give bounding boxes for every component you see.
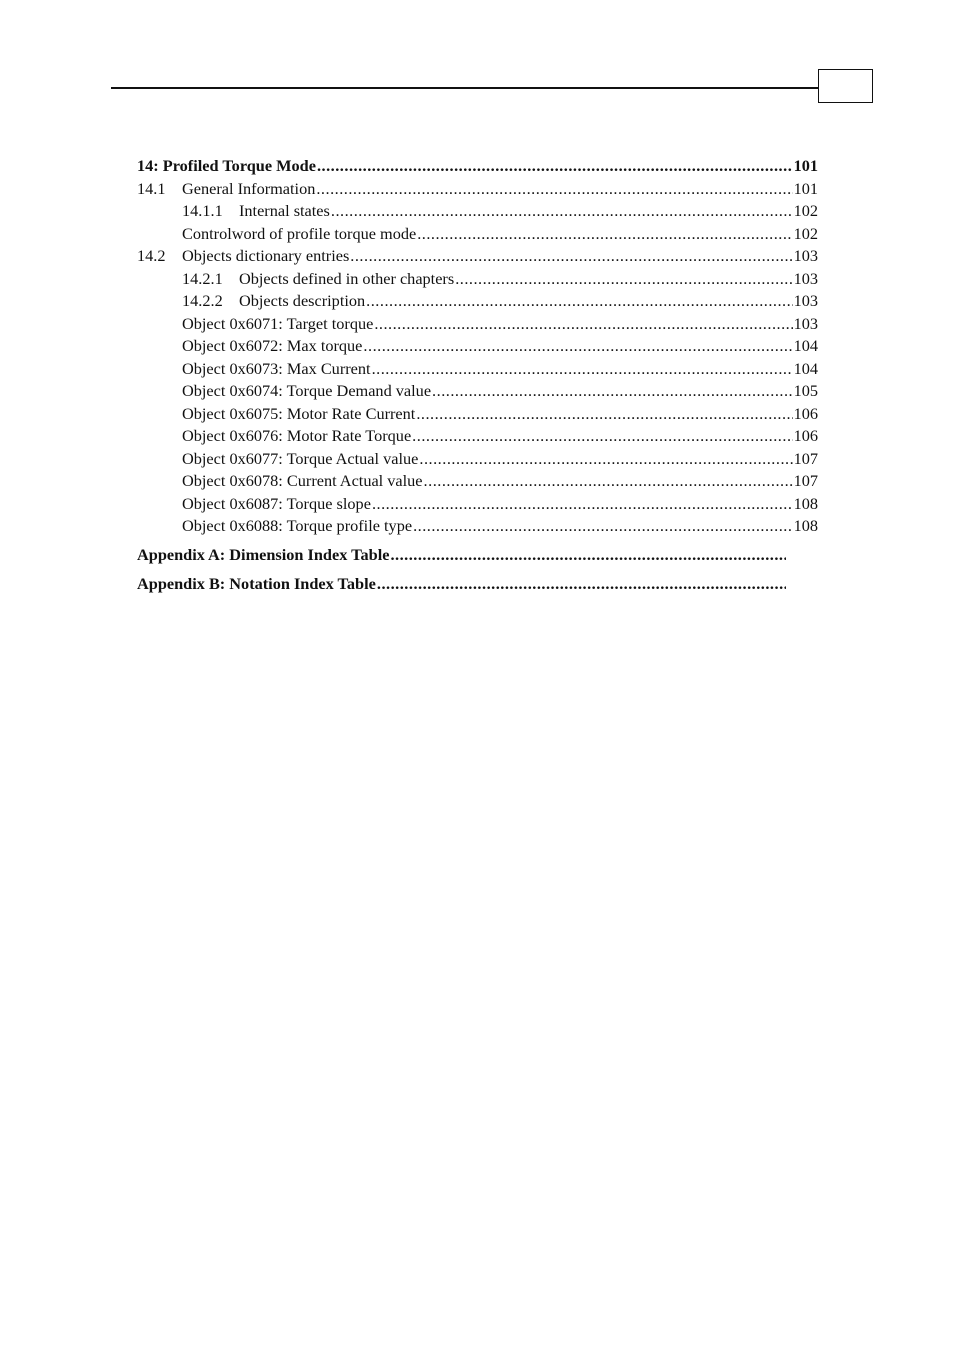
toc-leader-dots [419, 448, 792, 471]
toc-leader-dots [363, 335, 792, 358]
toc-leader-dots [372, 493, 793, 516]
toc-leader-dots [424, 470, 793, 493]
toc-entry-number: 14.1.1 [182, 201, 223, 220]
toc-item-entry[interactable] [137, 470, 818, 493]
toc-appendix-entry[interactable] [137, 544, 787, 567]
toc-item-entry[interactable] [137, 335, 818, 358]
toc-entry-page: 107 [793, 471, 818, 490]
toc-item-entry[interactable] [137, 515, 818, 538]
toc-entry-page: 103 [793, 246, 818, 265]
toc-leader-dots [331, 200, 793, 223]
toc-entry-page: 106 [793, 426, 818, 445]
toc-entry-title: General Information [182, 178, 316, 198]
toc-leader-dots [412, 425, 792, 448]
toc-section-entry[interactable] [137, 178, 818, 201]
toc-leader-dots [366, 290, 792, 313]
toc-appendix-entry[interactable] [137, 573, 787, 596]
toc-entry-page: 106 [793, 403, 818, 423]
toc-leader-dots [413, 515, 793, 538]
toc-entry-title: Object 0x6087: Torque slope [182, 493, 371, 513]
toc-item-entry[interactable] [137, 223, 818, 246]
toc-entry-number: 14.2.2 [182, 291, 223, 310]
toc-entry-number: 14.1 [137, 178, 166, 198]
toc-entry-page: 103 [793, 291, 818, 310]
toc-subsection-entry[interactable] [137, 200, 818, 223]
toc-leader-dots [432, 380, 793, 403]
toc-entry-title: Object 0x6073: Max Current [182, 358, 371, 378]
toc-item-entry[interactable] [137, 358, 818, 381]
toc-entry-title: Object 0x6075: Motor Rate Current [182, 403, 416, 423]
toc-item-entry[interactable] [137, 313, 818, 336]
toc-entry-number: 14.2 [137, 246, 166, 265]
toc-entry-title: Object 0x6074: Torque Demand value [182, 381, 432, 400]
toc-subsection-entry[interactable] [137, 268, 818, 291]
toc-item-entry[interactable] [137, 493, 818, 516]
toc-leader-dots [374, 313, 792, 336]
toc-entry-title: Object 0x6077: Torque Actual value [182, 448, 419, 468]
toc-entry-page: 101 [793, 156, 818, 175]
toc-entry-page: 104 [793, 358, 818, 378]
toc-leader-dots [390, 544, 786, 567]
toc-leader-dots [372, 358, 793, 381]
toc-entry-number: 14.2.1 [182, 268, 223, 288]
toc-entry-title: Appendix A: Dimension Index Table [137, 545, 390, 564]
toc-section-entry[interactable] [137, 245, 818, 268]
toc-entry-title: Objects defined in other chapters [239, 268, 455, 288]
toc-entry-page: 107 [793, 448, 818, 468]
toc-leader-dots [317, 155, 793, 178]
toc-item-entry[interactable] [137, 425, 818, 448]
toc-entry-page: 101 [793, 178, 818, 198]
header-rule [111, 87, 819, 89]
page-number-box [818, 69, 873, 103]
toc-entry-title: Appendix B: Notation Index Table [137, 574, 376, 593]
table-of-contents [137, 155, 818, 596]
toc-leader-dots [455, 268, 792, 291]
toc-item-entry[interactable] [137, 403, 818, 426]
toc-leader-dots [416, 403, 792, 426]
toc-entry-title: 14: Profiled Torque Mode [137, 156, 316, 175]
toc-leader-dots [377, 573, 786, 596]
toc-entry-title: Object 0x6071: Target torque [182, 313, 374, 333]
toc-item-entry[interactable] [137, 448, 818, 471]
toc-entry-page: 102 [793, 201, 818, 220]
toc-entry-title: Objects description [239, 291, 366, 310]
toc-entry-title: Object 0x6088: Torque profile type [182, 516, 413, 535]
toc-entry-page: 108 [793, 493, 818, 513]
toc-entry-title: Controlword of profile torque mode [182, 223, 417, 243]
toc-entry-page: 103 [793, 268, 818, 288]
toc-chapter-entry[interactable] [137, 155, 818, 178]
toc-item-entry[interactable] [137, 380, 818, 403]
toc-entry-page: 105 [793, 381, 818, 400]
toc-entry-title: Internal states [239, 201, 330, 220]
toc-subsection-entry[interactable] [137, 290, 818, 313]
toc-leader-dots [350, 245, 792, 268]
toc-entry-page: 103 [793, 313, 818, 333]
toc-entry-title: Objects dictionary entries [182, 246, 350, 265]
toc-entry-title: Object 0x6072: Max torque [182, 336, 363, 355]
toc-entry-page: 104 [793, 336, 818, 355]
toc-leader-dots [417, 223, 792, 246]
toc-entry-title: Object 0x6078: Current Actual value [182, 471, 423, 490]
toc-entry-title: Object 0x6076: Motor Rate Torque [182, 426, 412, 445]
toc-entry-page: 108 [793, 516, 818, 535]
toc-leader-dots [316, 178, 792, 201]
toc-entry-page: 102 [793, 223, 818, 243]
